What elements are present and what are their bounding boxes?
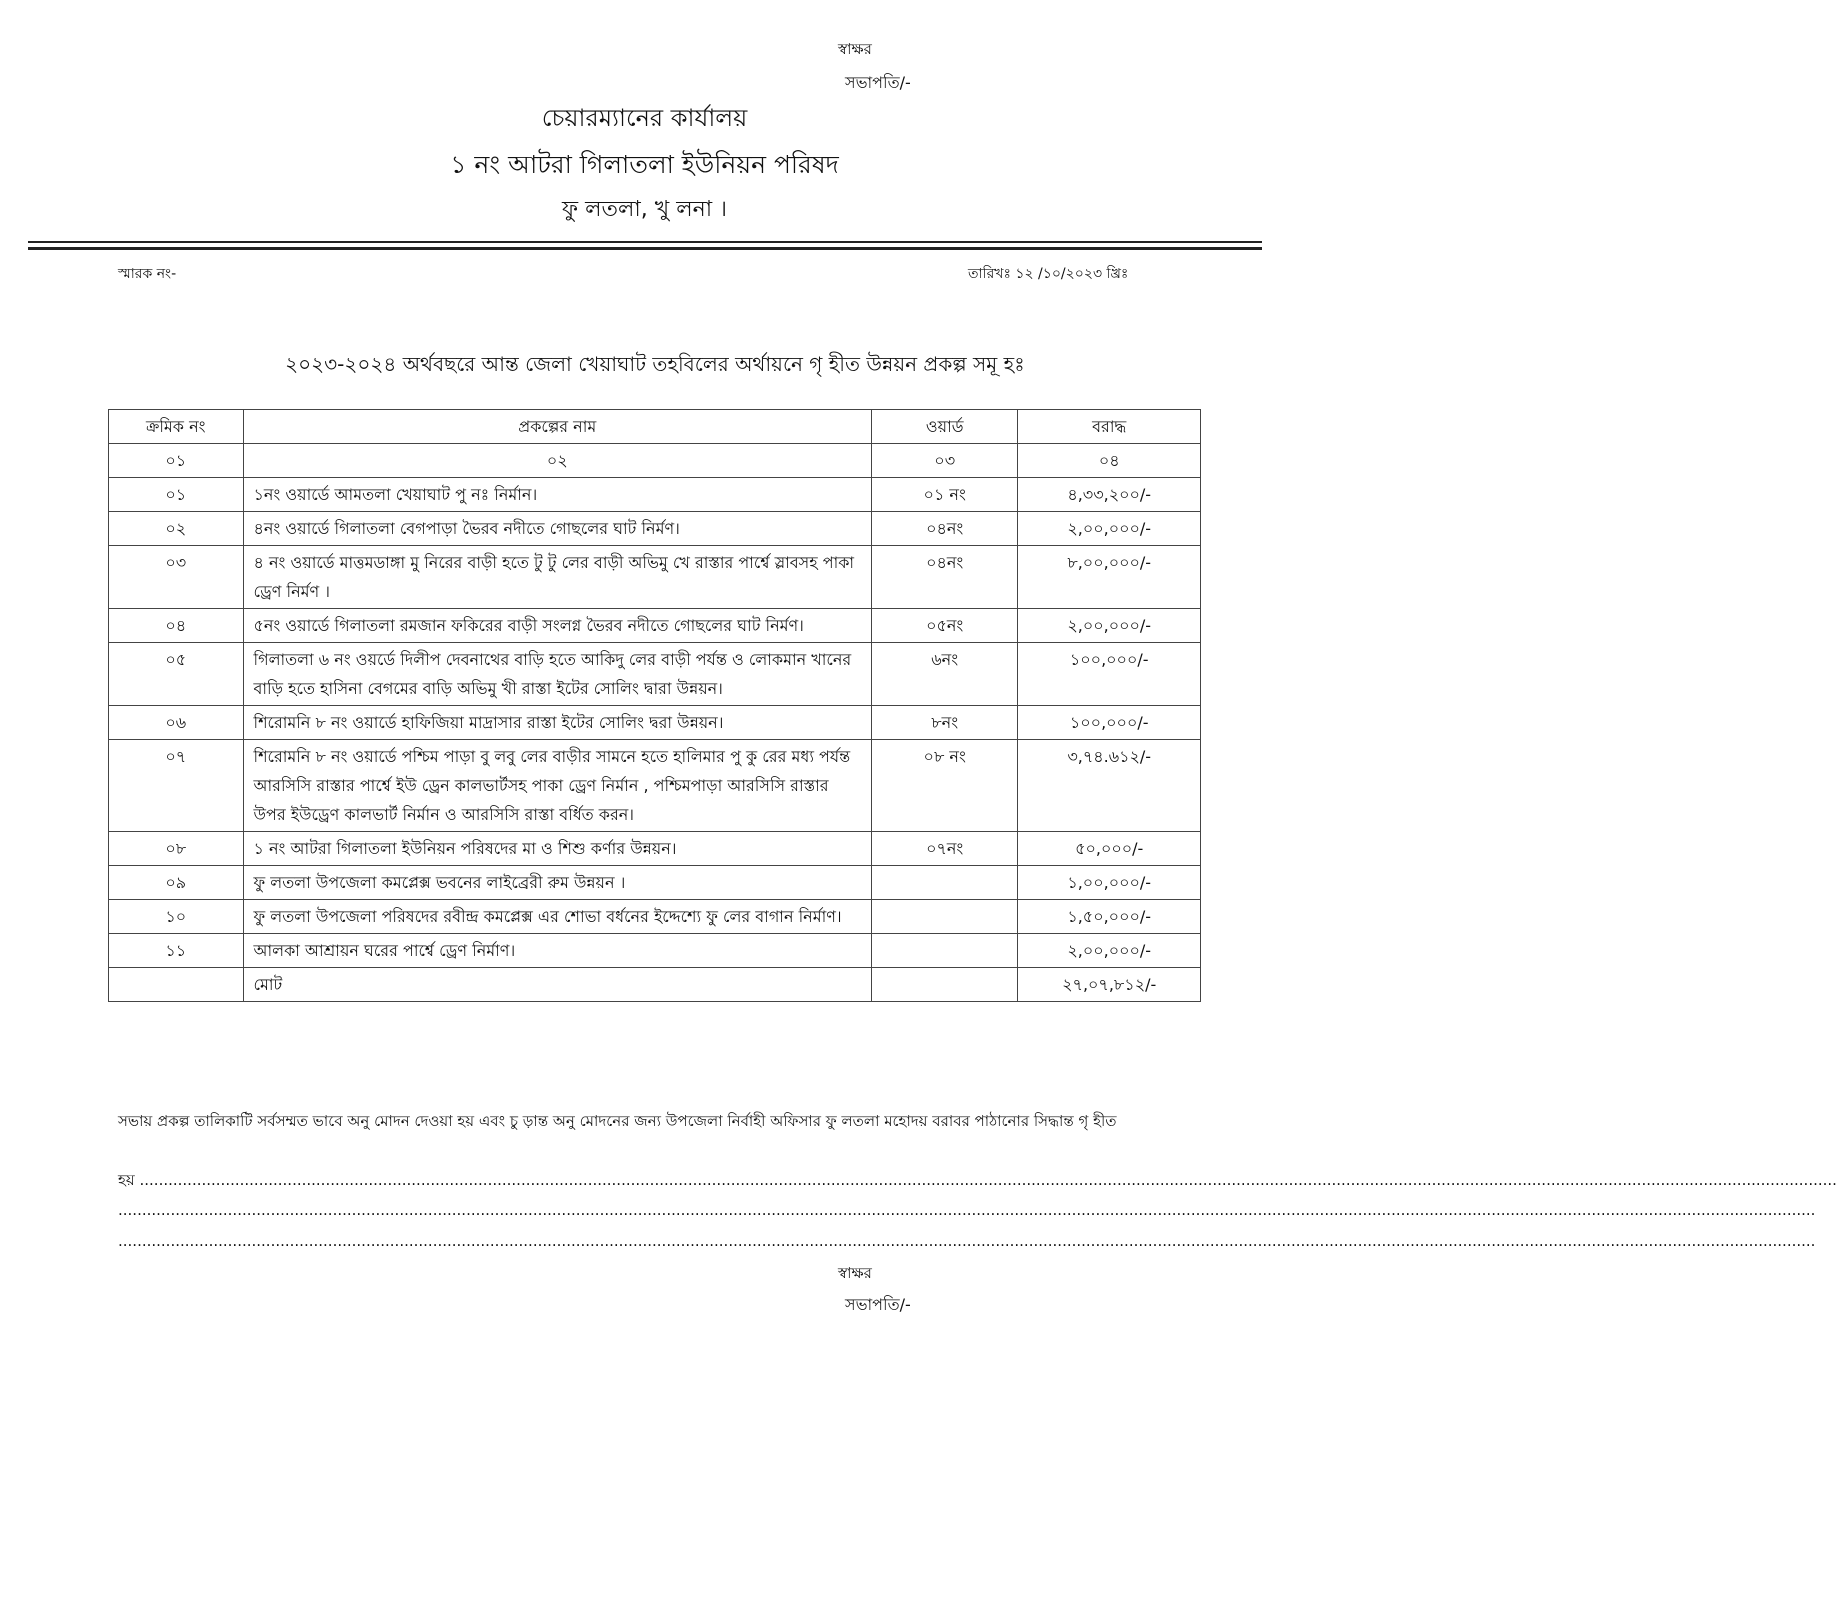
total-amount: ২৭,০৭,৮১২/- <box>1018 968 1201 1002</box>
total-label: মোট <box>243 968 872 1002</box>
office-title: চেয়ারম্যানের কার্যালয় <box>541 104 748 132</box>
table-row <box>109 740 1201 832</box>
header-divider-top <box>28 241 1262 243</box>
cell-serial: ০৯ <box>109 866 244 900</box>
cell-serial-empty <box>109 968 244 1002</box>
table-row <box>109 512 1201 546</box>
header-project-name: প্রকল্পের নাম <box>243 410 872 444</box>
document-date: তারিখঃ ১২ /১০/২০২৩ খ্রিঃ <box>968 266 1129 282</box>
cell-amount: ৫০,০০০/- <box>1018 832 1201 866</box>
project-table <box>108 409 1201 1002</box>
cell-ward: ৮নং <box>872 706 1018 740</box>
table-row <box>109 478 1201 512</box>
cell-serial: ০৪ <box>109 609 244 643</box>
top-signature-label: স্বাক্ষর <box>838 40 872 58</box>
dotted-line: .................................................................................................................................................................................................................................................................................................................................................................... <box>118 1232 1816 1250</box>
cell-serial: ১০ <box>109 900 244 934</box>
total-row <box>109 968 1201 1002</box>
council-address: ফু লতলা, খু লনা । <box>562 197 727 222</box>
cell-serial: ১১ <box>109 934 244 968</box>
header-ward: ওয়ার্ড <box>872 410 1018 444</box>
column-number-row <box>109 444 1201 478</box>
cell-amount: ১,০০,০০০/- <box>1018 866 1201 900</box>
cell-ward: ০৪নং <box>872 512 1018 546</box>
header-serial: ক্রমিক নং <box>109 410 244 444</box>
top-signature-title: সভাপতি/- <box>845 73 911 92</box>
cell-serial: ০১ <box>109 478 244 512</box>
table-header-row <box>109 410 1201 444</box>
table-row <box>109 546 1201 609</box>
cell-serial: ০৩ <box>109 546 244 609</box>
table-row <box>109 609 1201 643</box>
table-row <box>109 866 1201 900</box>
dotted-line: .................................................................................................................................................................................................................................................................................................................................................................... <box>139 1171 1837 1189</box>
cell-project-name: ১ নং আটরা গিলাতলা ইউনিয়ন পরিষদের মা ও শিশু কর্ণার উন্নয়ন। <box>243 832 872 866</box>
cell-project-name: আলকা আশ্রায়ন ঘরের পার্শ্বে ড্রেণ নির্মাণ। <box>243 934 872 968</box>
header-allocation: বরাদ্ধ <box>1018 410 1201 444</box>
cell-amount: ১০০,০০০/- <box>1018 706 1201 740</box>
column-number: ০১ <box>109 444 244 478</box>
cell-ward: ০৮ নং <box>872 740 1018 832</box>
cell-ward: ০৭নং <box>872 832 1018 866</box>
cell-ward: ০৪নং <box>872 546 1018 609</box>
table-row <box>109 643 1201 706</box>
cell-amount: ৮,০০,০০০/- <box>1018 546 1201 609</box>
bottom-signature-label: স্বাক্ষর <box>838 1264 872 1282</box>
cell-project-name: ফু লতলা উপজেলা কমপ্লেক্স ভবনের লাইব্রেরী রুম উন্নয়ন । <box>243 866 872 900</box>
table-row <box>109 706 1201 740</box>
cell-ward: ৬নং <box>872 643 1018 706</box>
cell-project-name: ফু লতলা উপজেলা পরিষদের রবীন্দ্র কমপ্লেক্স এর শোভা বর্ধনের ইদ্দেশ্যে ফু লের বাগান নির্মাণ। <box>243 900 872 934</box>
cell-project-name: ১নং ওয়ার্ডে আমতলা খেয়াঘাট পু নঃ নির্মান। <box>243 478 872 512</box>
cell-project-name: ৫নং ওয়ার্ডে গিলাতলা রমজান ফকিরের বাড়ী সংলগ্ন ভৈরব নদীতে গোছলের ঘাট নির্মণ। <box>243 609 872 643</box>
table-row <box>109 934 1201 968</box>
cell-serial: ০৬ <box>109 706 244 740</box>
cell-project-name: শিরোমনি ৮ নং ওয়ার্ডে হাফিজিয়া মাদ্রাসার রাস্তা ইটের সোলিং দ্বরা উন্নয়ন। <box>243 706 872 740</box>
cell-project-name: গিলাতলা ৬ নং ওয়র্ডে দিলীপ দেবনাথের বাড়ি হতে আকিদু লের বাড়ী পর্যন্ত ও লোকমান খানের বাড়ি হতে হাসিনা বেগমের বাড়ি অভিমু খী রাস্তা ইটের সোলিং দ্বারা উন্নয়ন। <box>243 643 872 706</box>
cell-amount: ২,০০,০০০/- <box>1018 609 1201 643</box>
cell-project-name: ৪নং ওয়ার্ডে গিলাতলা বেগপাড়া ভৈরব নদীতে গোছলের ঘাট নির্মণ। <box>243 512 872 546</box>
cell-ward <box>872 900 1018 934</box>
cell-serial: ০৮ <box>109 832 244 866</box>
resolution-text: সভায় প্রকল্প তালিকাটি সর্বসম্মত ভাবে অনু মোদন দেওয়া হয় এবং চু ড়ান্ত অনু মোদনের জন্য উপজেলা নির্বাহী অফিসার ফু লতলা মহোদয় বরাবর পাঠানোর সিদ্ধান্ত গৃ হীত <box>118 1112 1117 1130</box>
cell-amount: ২,০০,০০০/- <box>1018 934 1201 968</box>
council-name: ১ নং আটরা গিলাতলা ইউনিয়ন পরিষদ <box>450 150 839 179</box>
cell-ward: ০১ নং <box>872 478 1018 512</box>
cell-serial: ০২ <box>109 512 244 546</box>
cell-amount: ১০০,০০০/- <box>1018 643 1201 706</box>
cell-ward <box>872 934 1018 968</box>
cell-amount: ২,০০,০০০/- <box>1018 512 1201 546</box>
cell-serial: ০৭ <box>109 740 244 832</box>
header-divider-bottom <box>28 247 1262 250</box>
bottom-signature-title: সভাপতি/- <box>845 1295 911 1314</box>
cell-ward <box>872 866 1018 900</box>
column-number: ০৪ <box>1018 444 1201 478</box>
document-subject: ২০২৩-২০২৪ অর্থবছরে আন্ত জেলা খেয়াঘাট তহবিলের অর্থায়নে গৃ হীত উন্নয়ন প্রকল্প সমূ হঃ <box>285 352 1025 376</box>
cell-serial: ০৫ <box>109 643 244 706</box>
resolution-end-word: হয় <box>118 1171 140 1189</box>
cell-amount: ৩,৭৪.৬১২/- <box>1018 740 1201 832</box>
memo-number: স্মারক নং- <box>118 266 177 282</box>
resolution-continuation <box>118 1169 1837 1194</box>
cell-ward-empty <box>872 968 1018 1002</box>
column-number: ০৩ <box>872 444 1018 478</box>
cell-project-name: শিরোমনি ৮ নং ওয়ার্ডে পশ্চিম পাড়া বু লবু লের বাড়ীর সামনে হতে হালিমার পু কু রের মধ্য পর্যন্ত আরসিসি রাস্তার পার্শ্বে ইউ ড্রেন কালভার্টসহ পাকা ড্রেণ নির্মান , পশ্চিমপাড়া আরসিসি রাস্তার উপর ইউড্রেণ কালভার্ট নির্মান ও আরসিসি রাস্তা বর্ধিত করন। <box>243 740 872 832</box>
dotted-line: .................................................................................................................................................................................................................................................................................................................................................................... <box>118 1201 1816 1219</box>
cell-amount: ৪,৩৩,২০০/- <box>1018 478 1201 512</box>
table-row <box>109 900 1201 934</box>
column-number: ০২ <box>243 444 872 478</box>
cell-amount: ১,৫০,০০০/- <box>1018 900 1201 934</box>
cell-ward: ০৫নং <box>872 609 1018 643</box>
table-row <box>109 832 1201 866</box>
cell-project-name: ৪ নং ওয়ার্ডে মাত্তমডাঙ্গা মু নিরের বাড়ী হতে টু টু লের বাড়ী অভিমু খে রাস্তার পার্শ্বে স্লাবসহ পাকা ড্রেণ নির্মণ । <box>243 546 872 609</box>
